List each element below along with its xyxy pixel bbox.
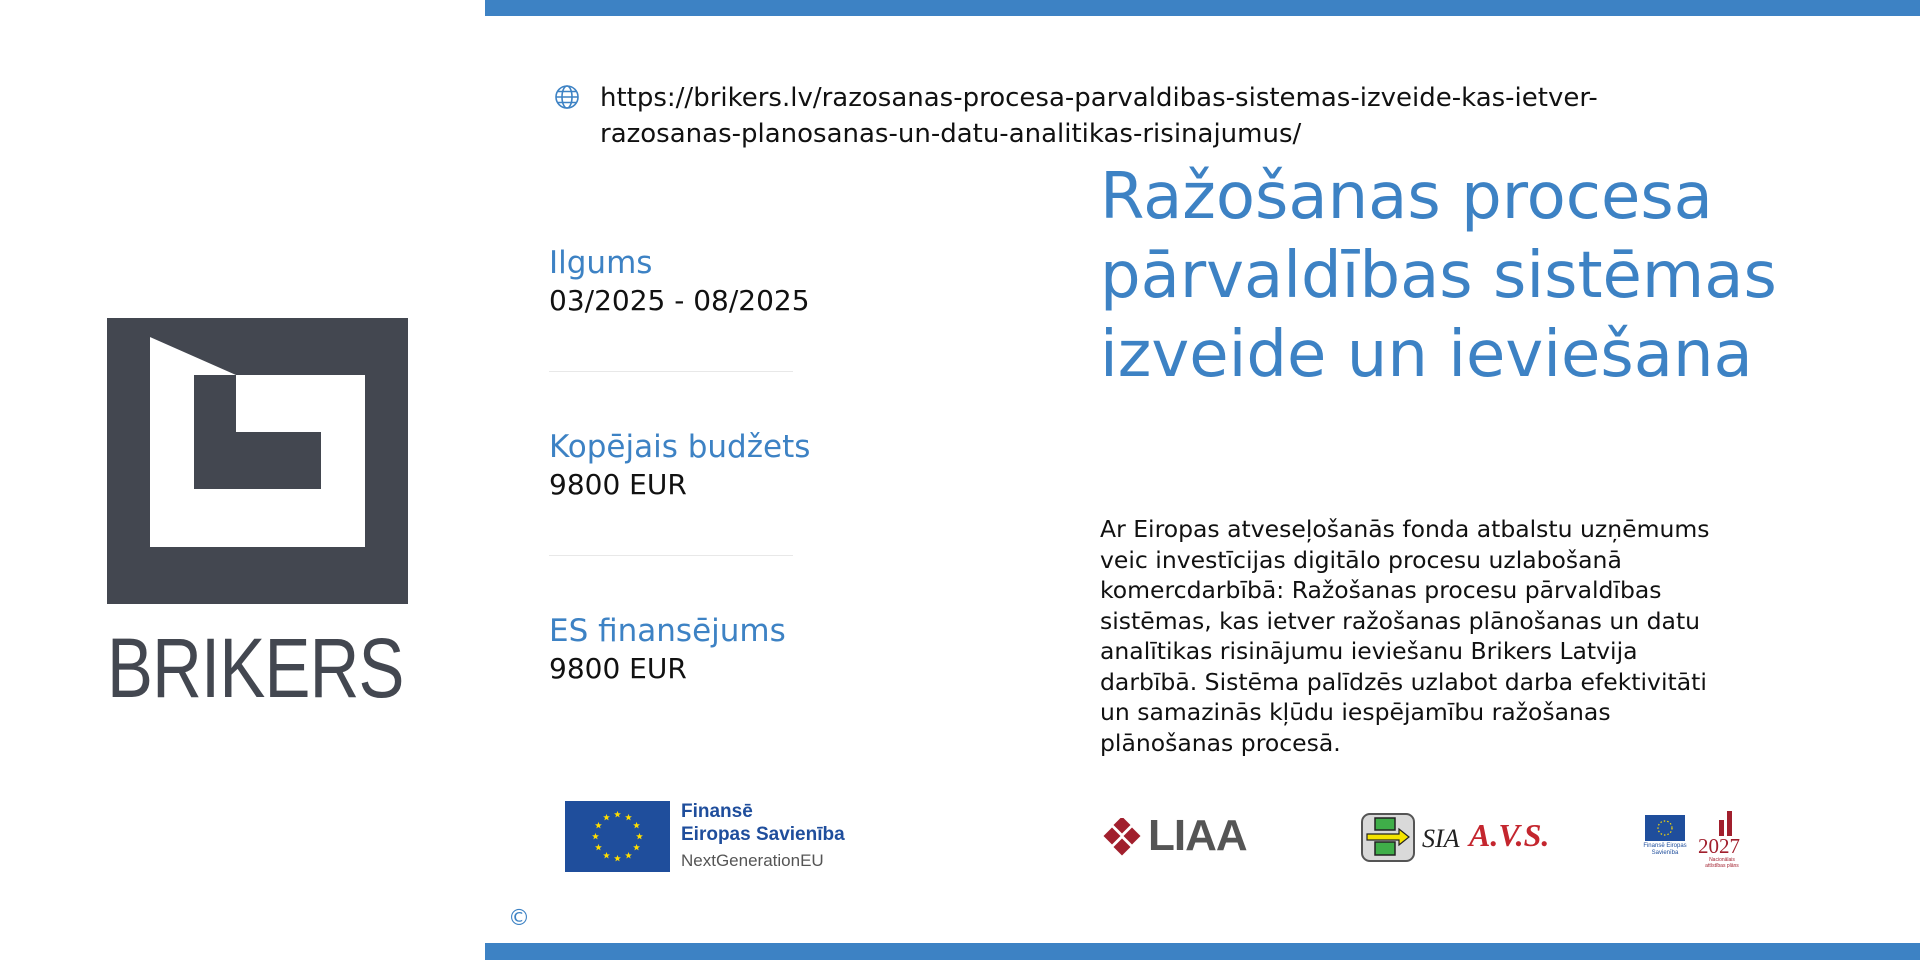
liaa-logo-text: LIAA (1148, 811, 1247, 860)
liaa-logo-mark-icon (1102, 818, 1142, 856)
avs-company-type: SIA (1422, 824, 1460, 853)
copyright-icon: © (508, 906, 530, 931)
avs-logo-icon (1361, 813, 1415, 862)
divider (549, 371, 793, 372)
duration-label: Ilgums (549, 245, 653, 281)
eu-flag-icon (565, 801, 670, 872)
brand-name: BRIKERS (107, 621, 404, 715)
project-title: Ražošanas procesa pārvaldības sistēmas izveide un ieviešana (1100, 160, 1777, 392)
brikers-logo-mark (107, 318, 408, 604)
mini-eu-caption: Finansē Eiropas Savienība (1643, 843, 1687, 856)
brikers-logo (107, 318, 408, 715)
eu-funding-value: 9800 EUR (549, 652, 687, 685)
avs-company-name: A.V.S. (1469, 817, 1550, 853)
development-plan-caption: Nacionālais attīstības plāns (1705, 857, 1739, 869)
globe-icon (554, 84, 580, 110)
total-budget-value: 9800 EUR (549, 468, 687, 501)
eu-funding-label: ES finansējums (549, 613, 786, 649)
mini-eu-flag-icon (1645, 815, 1685, 841)
total-budget-label: Kopējais budžets (549, 429, 811, 465)
top-accent-bar (485, 0, 1920, 16)
project-url-link[interactable]: https://brikers.lv/razosanas-procesa-parvaldibas-sistemas-izveide-kas-ietver-razosanas-planosanas-un-datu-analitikas-risinajumus/ (600, 83, 1598, 149)
eu-funding-logo-text (681, 800, 845, 876)
total-budget-info (549, 428, 809, 504)
development-plan-bars-icon (1718, 811, 1734, 836)
development-plan-year: 2027 (1698, 834, 1740, 858)
project-description: Ar Eiropas atveseļošanās fonda atbalstu uzņēmums veic investīcijas digitālo procesu uzlabošanā komercdarbībā: Ražošanas procesu pārvaldības sistēmas, kas ietver ražošanas plānošanas un datu analītikas risinājumu ieviešanu Brikers Latvija darbībā. Sistēma palīdzēs uzlabot darba efektivitāti un samazinās kļūdu iespējamību ražošanas plānošanas procesā. (1100, 515, 1710, 757)
duration-info (549, 244, 809, 320)
eu-next-generation: NextGenerationEU (681, 851, 824, 870)
eu-funded-by: Finansē (681, 801, 753, 822)
divider (549, 555, 793, 556)
eu-funding-info (549, 612, 809, 688)
bottom-accent-bar (485, 943, 1920, 960)
eu-union-name: Eiropas Savienība (681, 824, 845, 845)
duration-value: 03/2025 - 08/2025 (549, 284, 810, 317)
